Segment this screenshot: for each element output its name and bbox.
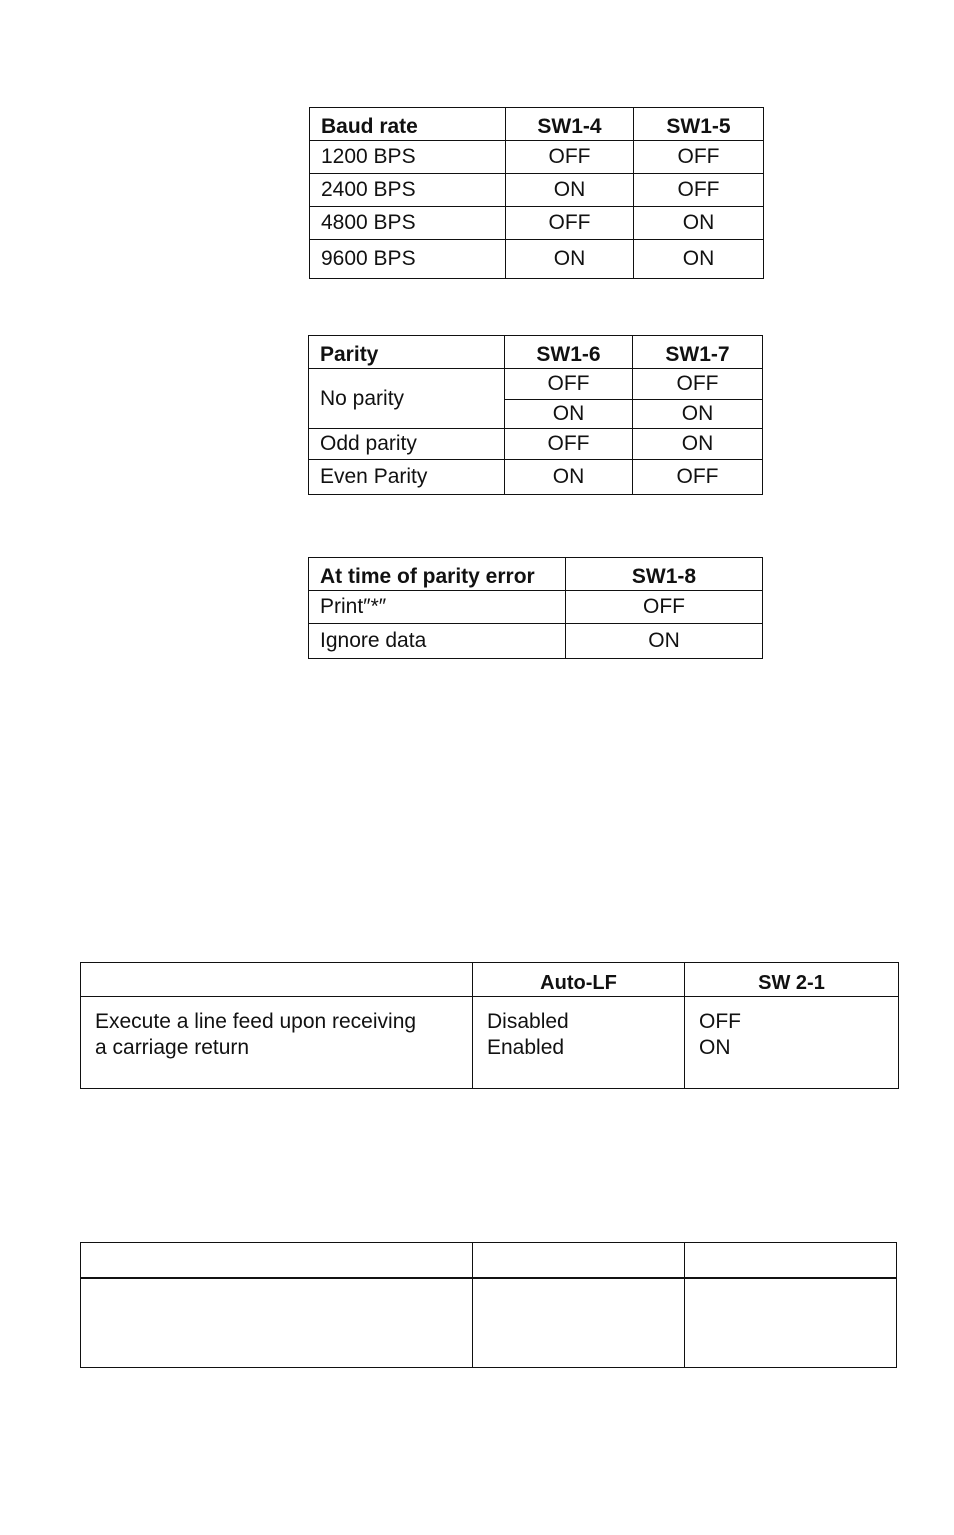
table-header-row — [81, 963, 899, 997]
header-parity-error: At time of parity error — [309, 558, 566, 591]
switch-state: OFF — [506, 207, 634, 240]
empty-cell — [473, 1243, 685, 1278]
table-row — [81, 997, 899, 1089]
table-row — [309, 624, 763, 659]
empty-cell — [81, 1278, 473, 1368]
header-sw1-5: SW1-5 — [634, 108, 764, 141]
header-parity: Parity — [309, 336, 505, 369]
table-row — [309, 591, 763, 624]
auto-lf-description — [81, 997, 473, 1089]
table-row — [81, 1278, 897, 1368]
parity-table — [308, 335, 763, 495]
empty-cell — [685, 1278, 897, 1368]
table-row — [309, 369, 763, 400]
header-baud-rate: Baud rate — [310, 108, 506, 141]
switch-state: ON — [566, 624, 763, 659]
baud-value: 4800 BPS — [310, 207, 506, 240]
empty-cell — [81, 1243, 473, 1278]
state-disabled: Disabled — [487, 1010, 569, 1033]
switch-state: OFF — [506, 141, 634, 174]
switch-state: ON — [634, 207, 764, 240]
empty-cell — [473, 1278, 685, 1368]
parity-mode: No parity — [309, 369, 505, 429]
switch-state: ON — [634, 240, 764, 279]
switch-state: OFF — [505, 369, 633, 400]
switch-state: OFF — [634, 141, 764, 174]
switch-state: OFF — [633, 460, 763, 495]
header-blank — [81, 963, 473, 997]
baud-value: 9600 BPS — [310, 240, 506, 279]
header-sw1-4: SW1-4 — [506, 108, 634, 141]
parity-error-action: Print″*″ — [309, 591, 566, 624]
switch-state: ON — [505, 400, 633, 429]
header-sw1-6: SW1-6 — [505, 336, 633, 369]
switch-state: OFF — [634, 174, 764, 207]
switch-state: OFF — [633, 369, 763, 400]
parity-mode: Odd parity — [309, 429, 505, 460]
table-row — [310, 174, 764, 207]
baud-value: 1200 BPS — [310, 141, 506, 174]
switch-state: ON — [505, 460, 633, 495]
table-row — [310, 141, 764, 174]
baud-value: 2400 BPS — [310, 174, 506, 207]
table-header-row — [309, 336, 763, 369]
parity-mode: Even Parity — [309, 460, 505, 495]
table-row — [310, 240, 764, 279]
switch-state: ON — [699, 1036, 731, 1059]
empty-table — [80, 1242, 897, 1368]
switch-state: OFF — [699, 1010, 741, 1033]
table-row — [309, 460, 763, 495]
table-header-row — [309, 558, 763, 591]
description-line: a carriage return — [95, 1036, 250, 1059]
description-line: Execute a line feed upon receiving — [95, 1010, 417, 1033]
switch-state: OFF — [505, 429, 633, 460]
header-sw1-8: SW1-8 — [566, 558, 763, 591]
table-header-row — [81, 1243, 897, 1278]
table-row — [309, 429, 763, 460]
header-auto-lf: Auto-LF — [473, 963, 685, 997]
auto-lf-states — [473, 997, 685, 1089]
header-sw2-1: SW 2-1 — [685, 963, 899, 997]
switch-state: ON — [633, 429, 763, 460]
switch-state: ON — [633, 400, 763, 429]
auto-lf-table — [80, 962, 899, 1089]
table-header-row — [310, 108, 764, 141]
switch-state: ON — [506, 240, 634, 279]
empty-cell — [685, 1243, 897, 1278]
parity-error-action: Ignore data — [309, 624, 566, 659]
state-enabled: Enabled — [487, 1036, 565, 1059]
switch-state: OFF — [566, 591, 763, 624]
auto-lf-switch — [685, 997, 899, 1089]
switch-state: ON — [506, 174, 634, 207]
baud-rate-table — [309, 107, 764, 279]
parity-error-table — [308, 557, 763, 659]
table-row — [310, 207, 764, 240]
header-sw1-7: SW1-7 — [633, 336, 763, 369]
